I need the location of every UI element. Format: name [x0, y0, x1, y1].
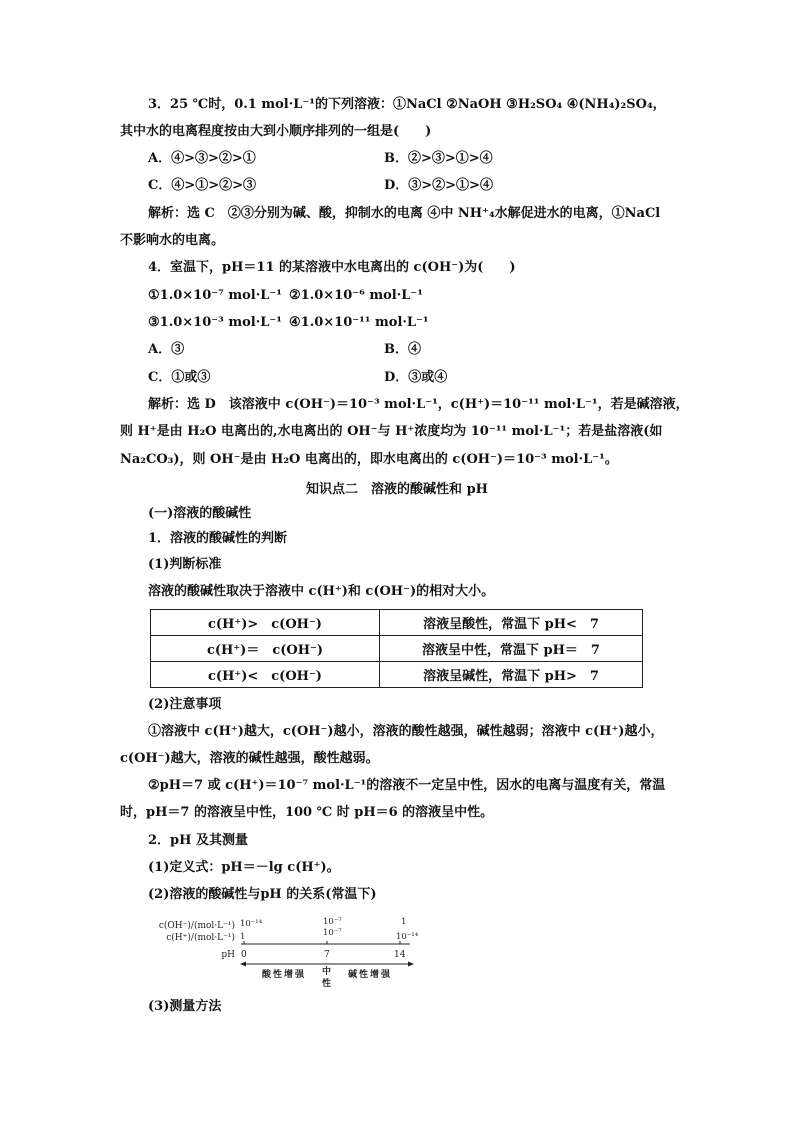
note1-line1: ①溶液中 c(H⁺)越大，c(OH⁻)越小，溶液的酸性越强，碱性越弱；溶液中 c(H⁺)越小， — [148, 724, 664, 739]
q3-explanation-line1: 解析：选 C ②③分别为碱、酸，抑制水的电离 ④中 NH⁺₄水解促进水的电离，①NaCl — [148, 206, 661, 221]
subsection-ph: 2．pH 及其测量 — [148, 833, 248, 848]
note1-line2: c(OH⁻)越大，溶液的碱性越强，酸性越弱。 — [120, 751, 379, 766]
subsection-acidity: (一)溶液的酸碱性 — [148, 506, 252, 521]
h-value-mid: 10⁻⁷ — [323, 928, 342, 938]
q3-stem-line2: 其中水的电离程度按由大到小顺序排列的一组是( ) — [120, 124, 432, 139]
measure-title: (3)测量方法 — [148, 999, 222, 1014]
q4-choice-2: ②1.0×10⁻⁶ mol·L⁻¹ — [289, 288, 423, 303]
q3-option-d: D．③>②>①>④ — [384, 178, 493, 193]
ph-value-14: 14 — [394, 950, 406, 960]
acid-label: 酸性增强 — [262, 970, 307, 980]
ph-definition: (1)定义式：pH＝－lg c(H⁺)。 — [148, 860, 340, 875]
ph-value-0: 0 — [241, 950, 247, 960]
table-row — [151, 662, 643, 688]
note2-line2: 时，pH＝7 的溶液呈中性，100 ℃ 时 pH＝6 的溶液呈中性。 — [120, 805, 494, 820]
ph-relation-title: (2)溶液的酸碱性与pH 的关系(常温下) — [148, 887, 377, 902]
table-cell: c(H⁺)＝ c(OH⁻) — [151, 636, 380, 662]
q4-choice-4: ④1.0×10⁻¹¹ mol·L⁻¹ — [289, 315, 429, 330]
h-value-right: 10⁻¹⁴ — [396, 932, 419, 942]
q4-option-b: B．④ — [384, 342, 421, 357]
ph-value-7: 7 — [324, 950, 330, 960]
notes-title: (2)注意事项 — [148, 697, 222, 712]
acidity-table — [150, 609, 643, 688]
subsection-criterion: (1)判断标准 — [148, 557, 222, 572]
ph-axis-label: pH — [221, 950, 235, 960]
oh-value-right: 1 — [401, 917, 407, 927]
left-arrowhead-icon — [240, 962, 246, 967]
q4-option-c: C．①或③ — [148, 370, 211, 385]
table-cell: 溶液呈中性，常温下 pH＝ 7 — [380, 636, 643, 662]
q4-explanation-line1: 解析：选 D 该溶液中 c(OH⁻)＝10⁻³ mol·L⁻¹，c(H⁺)＝10⁻¹¹ mol·L⁻¹，若是碱溶液， — [148, 397, 689, 412]
base-label: 碱性增强 — [348, 970, 393, 980]
oh-value-left: 10⁻¹⁴ — [240, 919, 263, 929]
table-row — [151, 636, 643, 662]
note2-line1: ②pH＝7 或 c(H⁺)＝10⁻⁷ mol·L⁻¹的溶液不一定呈中性，因水的电离与温度有关，常温 — [148, 778, 666, 793]
h-axis-label: c(H⁺)/(mol·L⁻¹) — [166, 933, 235, 943]
section-title: 知识点二 溶液的酸碱性和 pH — [306, 482, 488, 497]
q4-option-d: D．③或④ — [384, 370, 448, 385]
q3-option-c: C．④>①>②>③ — [148, 178, 257, 193]
q4-option-a: A．③ — [148, 342, 185, 357]
q3-option-a: A．④>③>②>① — [148, 151, 256, 166]
q3-explanation-line2: 不影响水的电离。 — [120, 233, 225, 248]
table-cell: 溶液呈酸性，常温下 pH< 7 — [380, 610, 643, 636]
q4-explanation-line2: 则 H⁺是由 H₂O 电离出的,水电离出的 OH⁻与 H⁺浓度均为 10⁻¹¹ mol·L⁻¹；若是盐溶液(如 — [120, 424, 663, 439]
q4-stem: 4．室温下，pH＝11 的某溶液中水电离出的 c(OH⁻)为( ) — [148, 260, 516, 275]
h-value-left: 1 — [240, 932, 246, 942]
table-row — [151, 610, 643, 636]
criterion-text: 溶液的酸碱性取决于溶液中 c(H⁺)和 c(OH⁻)的相对大小。 — [148, 584, 495, 599]
table-cell: c(H⁺)> c(OH⁻) — [151, 610, 380, 636]
q3-stem-line1: 3．25 ℃时，0.1 mol·L⁻¹的下列溶液：①NaCl ②NaOH ③H₂SO₄ ④(NH₄)₂SO₄， — [148, 97, 666, 112]
ph-scale-diagram — [140, 914, 430, 990]
q4-choice-3: ③1.0×10⁻³ mol·L⁻¹ — [148, 315, 282, 330]
q4-explanation-line3: Na₂CO₃)，则 OH⁻是由 H₂O 电离出的，即水电离出的 c(OH⁻)＝10⁻³ mol·L⁻¹。 — [120, 452, 618, 467]
q3-option-b: B．②>③>①>④ — [384, 151, 493, 166]
table-cell: c(H⁺)< c(OH⁻) — [151, 662, 380, 688]
table-cell: 溶液呈碱性，常温下 pH> 7 — [380, 662, 643, 688]
q4-choice-1: ①1.0×10⁻⁷ mol·L⁻¹ — [148, 288, 282, 303]
oh-value-mid: 10⁻⁷ — [323, 917, 342, 927]
oh-axis-label: c(OH⁻)/(mol·L⁻¹) — [158, 921, 235, 931]
neutral-label-2: 性 — [322, 979, 332, 989]
neutral-label-1: 中 — [322, 967, 332, 977]
subsection-judgement: 1．溶液的酸碱性的判断 — [148, 531, 288, 546]
right-arrowhead-icon — [408, 962, 414, 967]
